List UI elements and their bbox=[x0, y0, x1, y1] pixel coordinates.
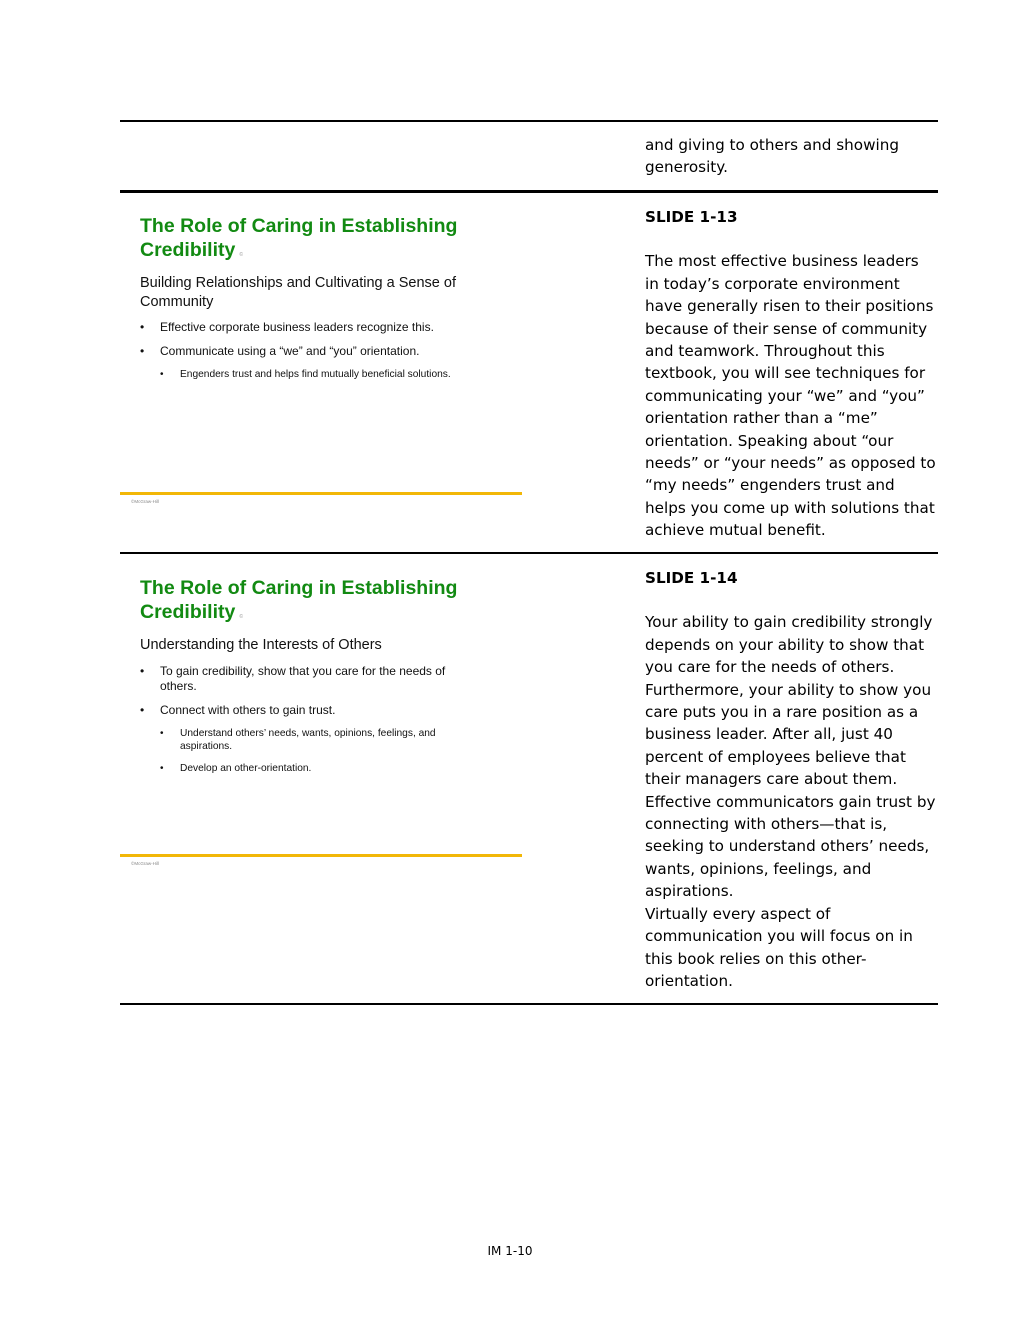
slide-bullet-list bbox=[140, 320, 480, 390]
slide-subtitle: Building Relationships and Cultivating a Sense of Community bbox=[140, 275, 456, 310]
section-rule-1 bbox=[120, 190, 938, 193]
notes-slide-label: SLIDE 1-13 bbox=[645, 208, 738, 226]
slide-bullet: • To gain credibility, show that you care for the needs of others. bbox=[140, 664, 480, 694]
notes-body: The most effective business leaders in today’s corporate environment have generally risen to their positions because of their sense of community and teamwork. Throughout this textbook, you will see techniques for communicating your “we” and “you” orientation rather than a “me” orientation. Speaking about “our needs” or “your needs” as opposed to “my needs” engenders trust and helps you come up with solutions that achieve mutual benefit. bbox=[645, 252, 936, 540]
slide-bullet-list bbox=[140, 664, 480, 784]
slide-thumbnail-13 bbox=[120, 214, 522, 514]
notes-slide-13 bbox=[645, 206, 937, 542]
notes-continuation bbox=[645, 134, 937, 179]
section-rule-2 bbox=[120, 552, 938, 554]
slide-sub-bullet: • Understand others’ needs, wants, opinions, feelings, and aspirations. bbox=[140, 727, 480, 753]
page-number: IM 1-10 bbox=[487, 1244, 533, 1258]
slide-title-text: The Role of Caring in Establishing Credibility bbox=[140, 577, 458, 623]
notes-slide-14 bbox=[645, 567, 937, 992]
notes-continuation-text: and giving to others and showing generosity. bbox=[645, 136, 899, 177]
slide-sub-bullet: • Develop an other-orientation. bbox=[140, 762, 480, 775]
notes-body-continued: Virtually every aspect of communication you will focus on in this book relies on this other-orientation. bbox=[645, 904, 913, 990]
slide-bullet: • Effective corporate business leaders recognize this. bbox=[140, 320, 480, 335]
slide-title-text: The Role of Caring in Establishing Credibility bbox=[140, 215, 458, 261]
slide-title bbox=[140, 576, 500, 629]
slide-thumbnail-14 bbox=[120, 576, 522, 876]
notes-body: Your ability to gain credibility strongly depends on your ability to show that you care for the needs of others. Furthermore, your ability to show you care puts you in a rare position as a business leader. After all, just 40 percent of employees believe that their managers care about them. Effective communicators gain trust by connecting with others—that is, seeking to understand others’ needs, wants, opinions, feelings, and aspirations. bbox=[645, 613, 936, 901]
slide-footer-rule bbox=[120, 854, 522, 857]
notes-slide-label: SLIDE 1-14 bbox=[645, 569, 738, 587]
slide-copyright: ©McGraw-Hill bbox=[131, 499, 159, 504]
slide-copyright: ©McGraw-Hill bbox=[131, 861, 159, 866]
slide-footer-rule bbox=[120, 492, 522, 495]
slide-title-marker: © bbox=[239, 614, 244, 620]
slide-sub-bullet: • Engenders trust and helps find mutually beneficial solutions. bbox=[140, 368, 480, 381]
slide-bullet: • Connect with others to gain trust. bbox=[140, 703, 480, 718]
slide-subtitle: Understanding the Interests of Others bbox=[140, 637, 382, 653]
slide-bullet: • Communicate using a “we” and “you” orientation. bbox=[140, 344, 480, 359]
top-rule bbox=[120, 120, 938, 122]
bottom-rule bbox=[120, 1003, 938, 1005]
slide-title bbox=[140, 214, 500, 267]
slide-title-marker: © bbox=[239, 252, 244, 258]
